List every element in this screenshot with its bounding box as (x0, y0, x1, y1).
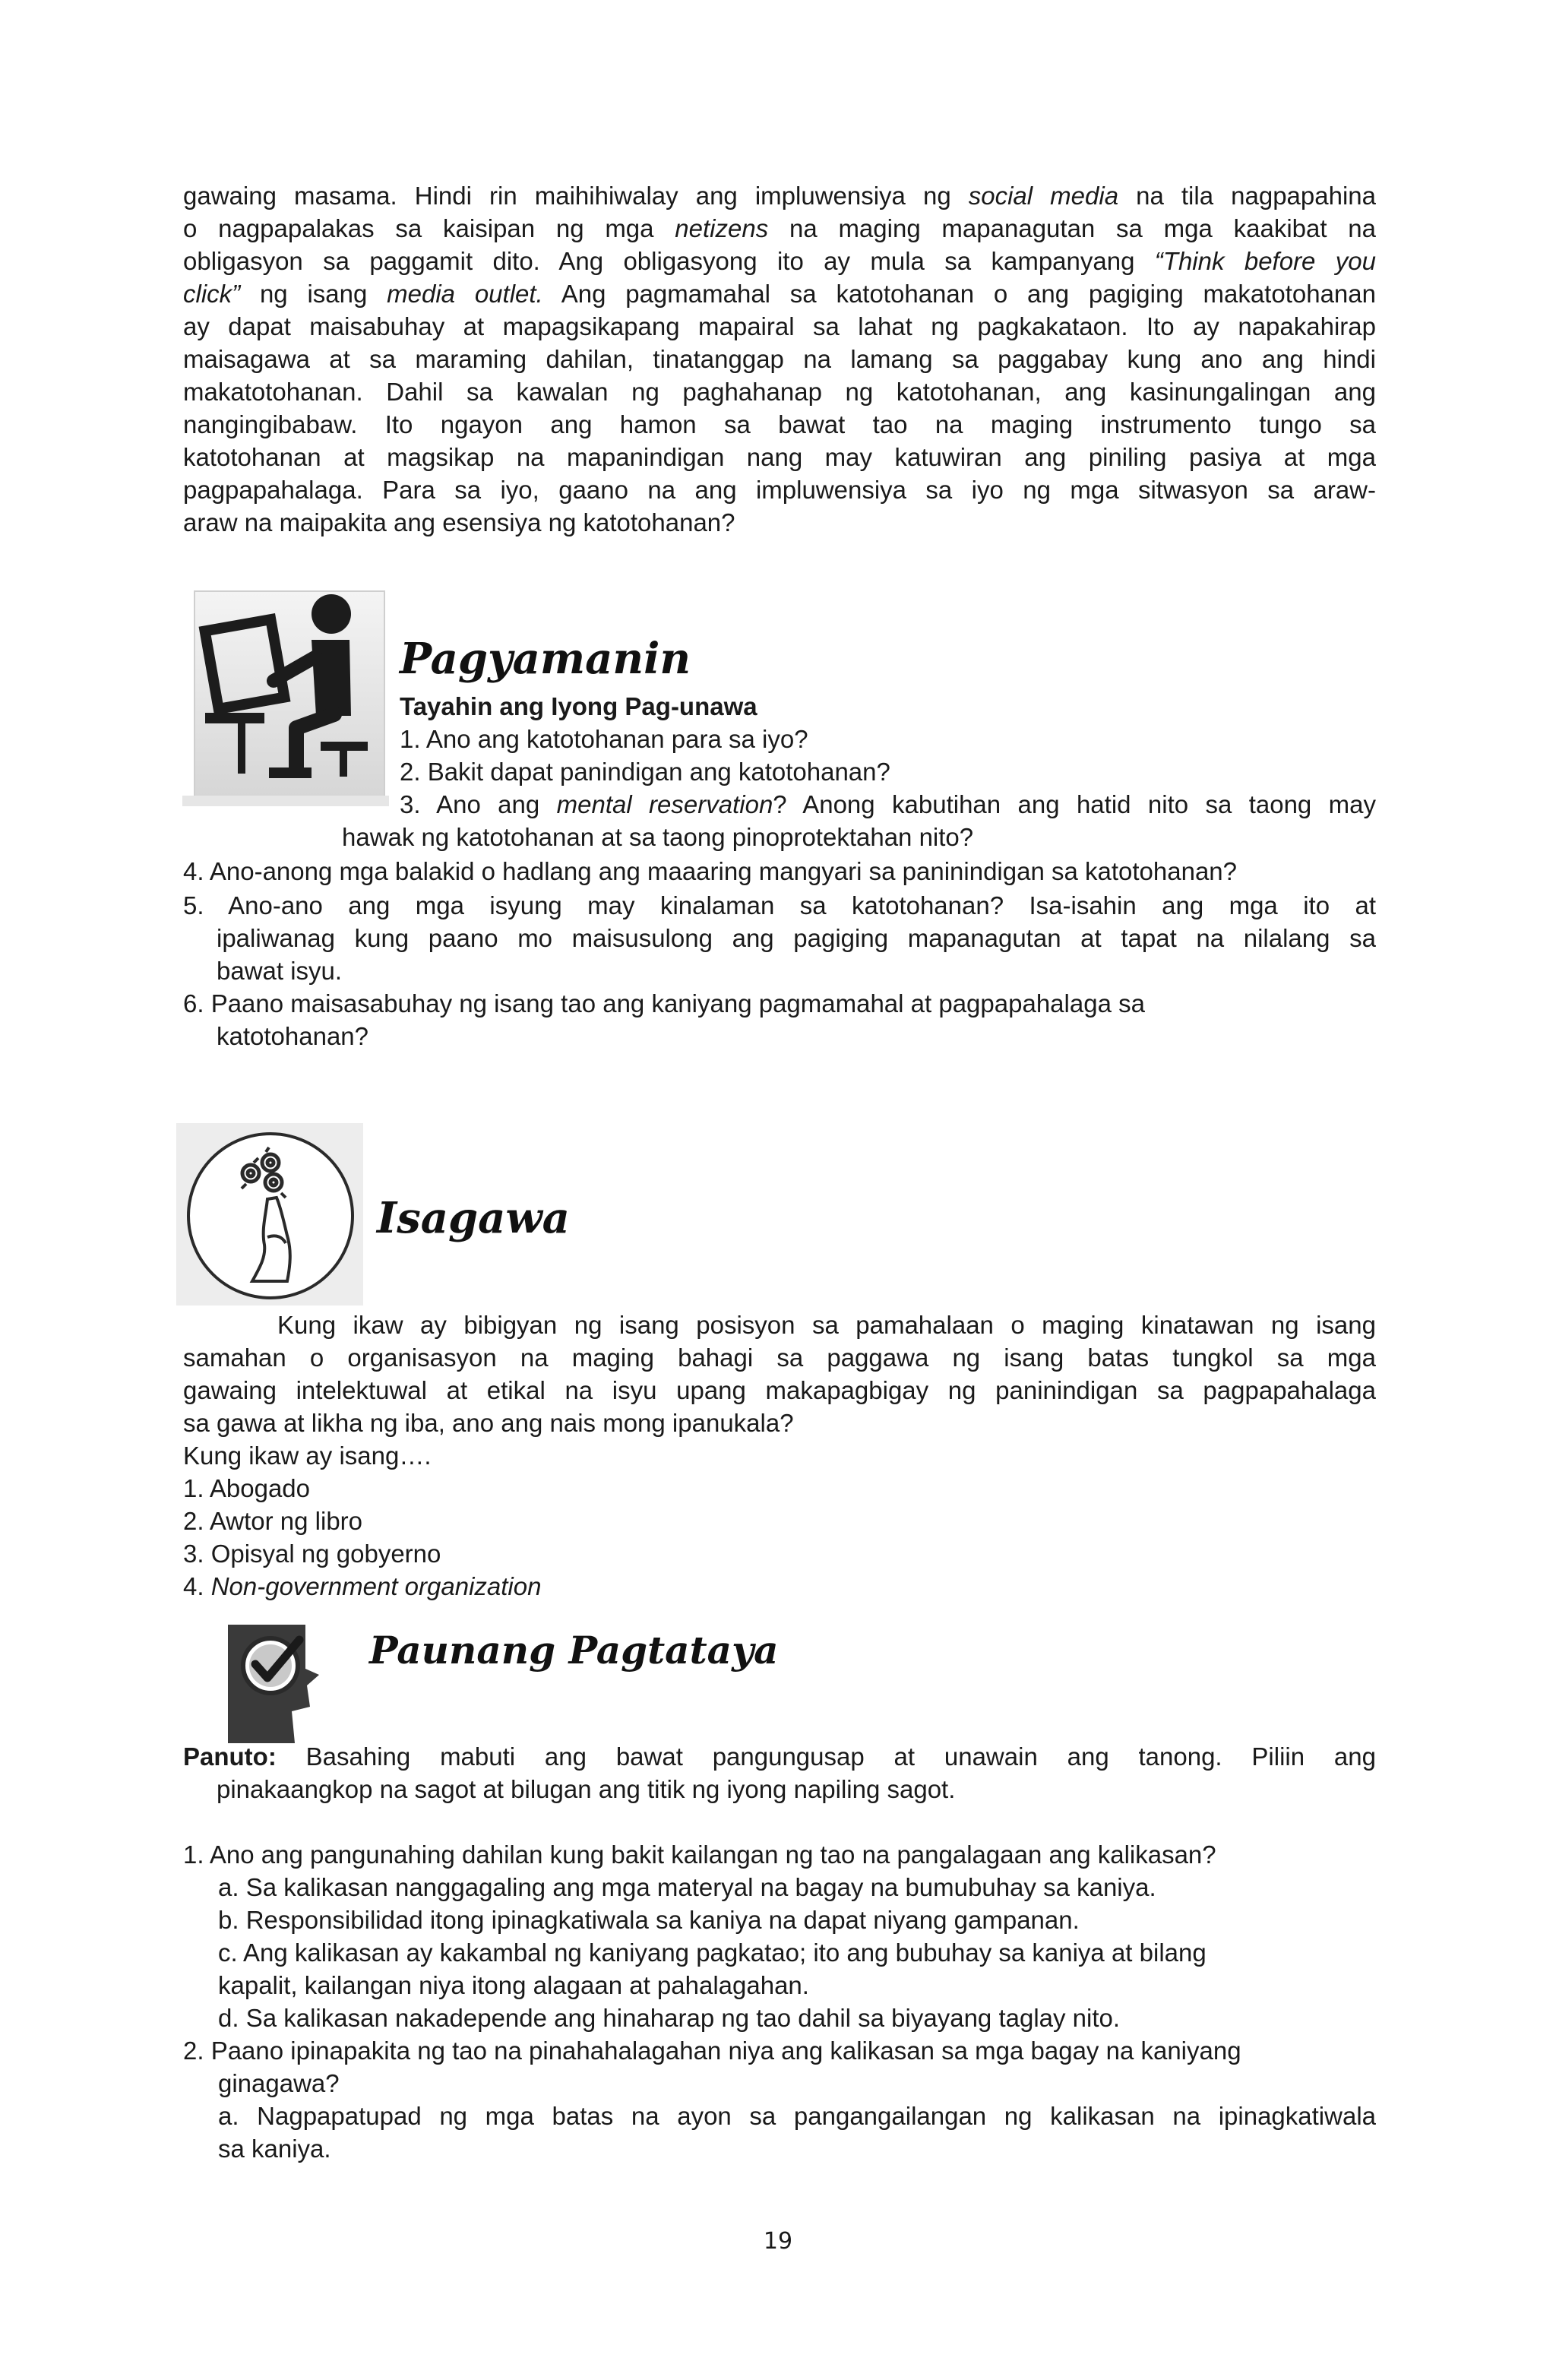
pagyamanin-section (183, 690, 1376, 1052)
paunang-q2-cont: ginagawa? (218, 2069, 340, 2097)
paunang-q1-d: d. Sa kalikasan nakadepende ang hinaharap ng tao dahil sa biyayang taglay nito. (218, 2004, 1121, 2032)
intro-line: click” ng isang media outlet. Ang pagmamahal sa katotohanan o ang pagiging makatotohanan (183, 280, 1376, 308)
panuto-cont: pinakaangkop na sagot at bilugan ang titik ng iyong napiling sagot. (217, 1775, 956, 1803)
isagawa-p1: Kung ikaw ay bibigyan ng isang posisyon sa pamahalaan o maging kinatawan ng isang (277, 1311, 1376, 1339)
paunang-title: Paunang Pagtataya (369, 1628, 779, 1673)
pagyamanin-q1: 1. Ano ang katotohanan para sa iyo? (400, 725, 808, 753)
isagawa-p5: Kung ikaw ay isang…. (183, 1442, 432, 1470)
paunang-q1: 1. Ano ang pangunahing dahilan kung bakit kailangan ng tao na pangalagaan ang kalikasan? (183, 1840, 1216, 1869)
paunang-q1-c-cont: kapalit, kailangan niya itong alagaan at pahalagahan. (218, 1971, 809, 1999)
paunang-q1-a: a. Sa kalikasan nanggagaling ang mga materyal na bagay na bumubuhay sa kaniya. (218, 1873, 1156, 1901)
page-number: 19 (763, 2228, 793, 2255)
intro-emphasis: media outlet. (387, 280, 543, 308)
pagyamanin-q4: 4. Ano-anong mga balakid o hadlang ang maaaring mangyari sa paninindigan sa katotohanan? (183, 857, 1238, 885)
intro-line: pagpapahalaga. Para sa iyo, gaano na ang impluwensiya sa iyo ng mga sitwasyon sa araw- (183, 476, 1376, 504)
isagawa-p2: samahan o organisasyon na maging bahagi sa paggawa ng isang batas tungkol sa mga (183, 1343, 1376, 1372)
intro-line: gawaing masama. Hindi rin maihihiwalay ang impluwensiya ng social media na tila nagpapahina (183, 182, 1376, 210)
intro-emphasis: netizens (675, 214, 769, 242)
hand-holding-gears-icon (176, 1123, 363, 1306)
intro-line: makatotohanan. Dahil sa kawalan ng paghahanap ng katotohanan, ang kasinungalingan ang (183, 378, 1376, 406)
pagyamanin-q6: 6. Paano maisasabuhay ng isang tao ang kaniyang pagmamahal at pagpapahalaga sa (183, 989, 1145, 1018)
pagyamanin-q5-cont: ipaliwanag kung paano mo maisusulong ang pagiging mapanagutan at tapat na nilalang sa (217, 924, 1376, 952)
paunang-q1-b: b. Responsibilidad itong ipinagkatiwala sa kaniya na dapat niyang gampanan. (218, 1906, 1080, 1934)
paunang-q2-a-cont: sa kaniya. (218, 2135, 331, 2163)
pagyamanin-q5: 5. Ano-ano ang mga isyung may kinalaman sa katotohanan? Isa-isahin ang mga ito at (183, 891, 1376, 919)
intro-line: ay dapat maisabuhay at mapagsikapang mapairal sa lahat ng pagkakataon. Ito ay napakahirap (183, 312, 1376, 340)
pagyamanin-q2: 2. Bakit dapat panindigan ang katotohanan? (400, 758, 890, 786)
intro-line: maisagawa at sa maraming dahilan, tinatanggap na lamang sa paggabay kung ano ang hindi (183, 345, 1376, 373)
intro-line: nangingibabaw. Ito ngayon ang hamon sa bawat tao na maging instrumento tungo sa (183, 410, 1376, 438)
isagawa-p4: sa gawa at likha ng iba, ano ang nais mong ipanukala? (183, 1409, 794, 1437)
pagyamanin-q6-cont: katotohanan? (217, 1022, 369, 1050)
intro-paragraph (183, 179, 1376, 539)
paunang-q2-a: a. Nagpapatupad ng mga batas na ayon sa pangangailangan ng kalikasan na ipinagkatiwala (218, 2102, 1376, 2130)
intro-line: araw na maipakita ang esensiya ng katotohanan? (183, 508, 735, 536)
isagawa-item-4: 4. Non-government organization (183, 1572, 542, 1600)
pagyamanin-q3: 3. Ano ang mental reservation? Anong kabutihan ang hatid nito sa taong may (400, 790, 1376, 818)
intro-line: obligasyon sa paggamit dito. Ang obligasyong ito ay mula sa kampanyang “Think before you (183, 247, 1376, 275)
isagawa-p3: gawaing intelektuwal at etikal na isyu upang makapagbigay ng paninindigan sa pagpapahalaga (183, 1376, 1376, 1404)
intro-line: o nagpapalakas sa kaisipan ng mga netizens na maging mapanagutan sa mga kaakibat na (183, 214, 1376, 242)
panuto-line: Panuto: Basahing mabuti ang bawat pangungusap at unawain ang tanong. Piliin ang (183, 1742, 1376, 1771)
isagawa-section (183, 1309, 1376, 1603)
pagyamanin-q3-cont: hawak ng katotohanan at sa taong pinoprotektahan nito? (342, 823, 974, 851)
isagawa-item-3: 3. Opisyal ng gobyerno (183, 1540, 441, 1568)
isagawa-item-1: 1. Abogado (183, 1474, 310, 1502)
paunang-section (183, 1740, 1376, 2165)
isagawa-item-2: 2. Awtor ng libro (183, 1507, 363, 1535)
intro-emphasis: click” (183, 280, 241, 308)
paunang-q2: 2. Paano ipinapakita ng tao na pinahahalagahan niya ang kalikasan sa mga bagay na kaniyang (183, 2037, 1241, 2065)
pagyamanin-title: Pagyamanin (400, 634, 691, 684)
isagawa-title: Isagawa (377, 1193, 570, 1243)
intro-line: katotohanan at magsikap na mapanindigan nang may katuwiran ang piniling pasiya at mga (183, 443, 1376, 471)
pagyamanin-subtitle: Tayahin ang Iyong Pag-unawa (400, 692, 757, 720)
intro-emphasis: “Think before you (1154, 247, 1376, 275)
paunang-q1-c: c. Ang kalikasan ay kakambal ng kaniyang pagkatao; ito ang bubuhay sa kaniya at bilang (218, 1938, 1207, 1967)
pagyamanin-q5-end: bawat isyu. (217, 957, 343, 985)
intro-emphasis: social media (968, 182, 1119, 210)
head-checkmark-icon (226, 1622, 322, 1743)
